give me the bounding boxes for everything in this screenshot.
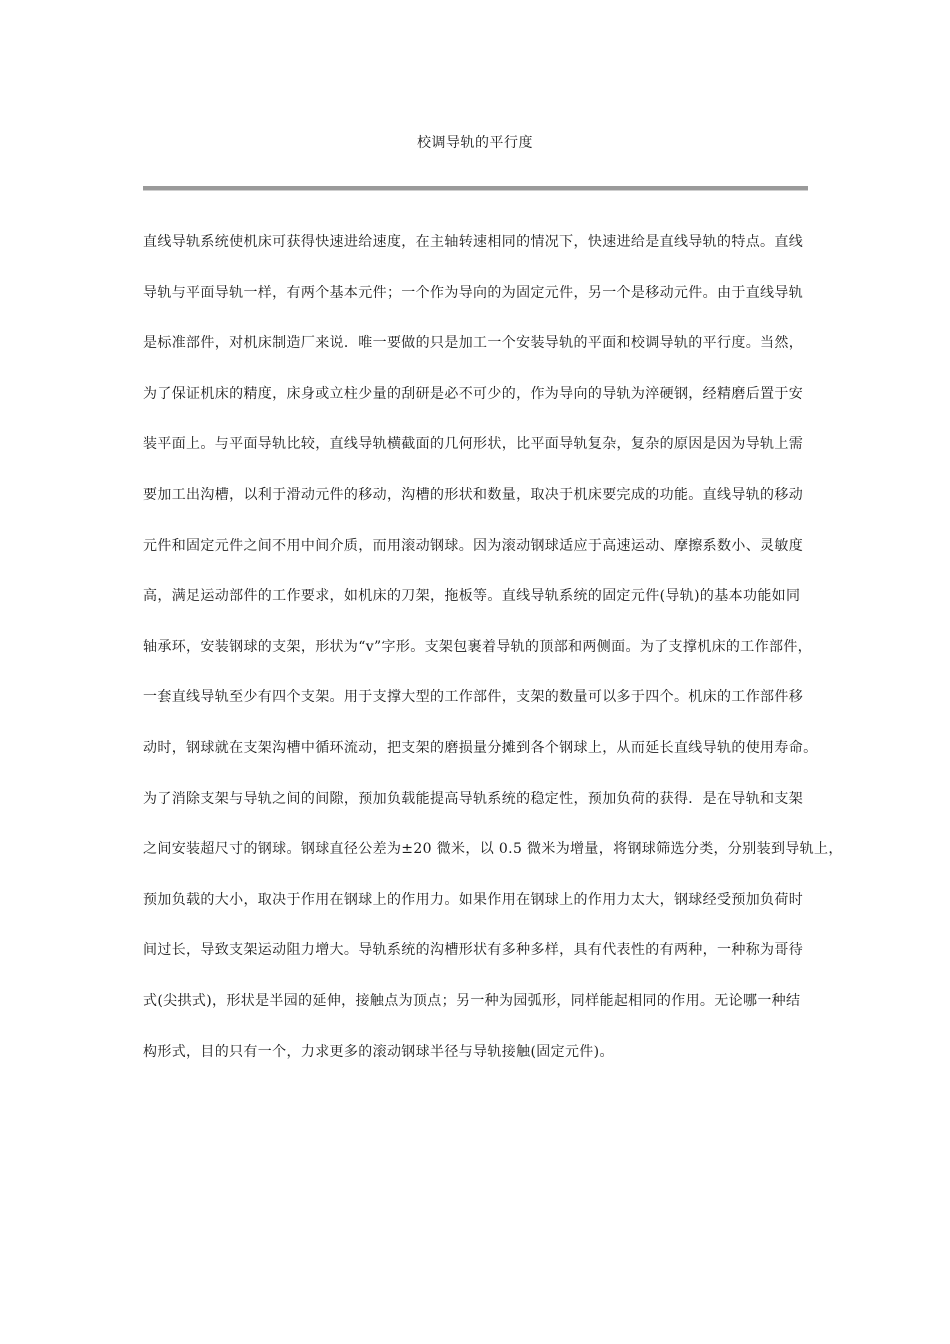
body-line: 间过长，导致支架运动阻力增大。导轨系统的沟槽形状有多种多样，具有代表性的有两种，一种称为哥待 [143,942,804,959]
body-line: 一套直线导轨至少有四个支架。用于支撑大型的工作部件，支架的数量可以多于四个。机床的工作部件移 [143,689,804,706]
body-line: 元件和固定元件之间不用中间介质，而用滚动钢球。因为滚动钢球适应于高速运动、摩擦系数小、灵敏度 [143,537,804,554]
body-line: 装平面上。与平面导轨比较，直线导轨横截面的几何形状，比平面导轨复杂，复杂的原因是因为导轨上需 [143,436,804,453]
title-divider [143,186,808,191]
body-text [143,232,843,1092]
document-title: 校调导轨的平行度 [417,135,533,151]
body-line: 是标准部件，对机床制造厂来说．唯一要做的只是加工一个安装导轨的平面和校调导轨的平行度。当然， [143,335,804,352]
body-line: 式(尖拱式)，形状是半园的延伸，接触点为顶点；另一种为园弧形，同样能起相同的作用。无论哪一种结 [143,992,801,1009]
body-line: 高，满足运动部件的工作要求，如机床的刀架，拖板等。直线导轨系统的固定元件(导轨)的基本功能如同 [143,588,801,605]
body-line: 要加工出沟槽，以利于滑动元件的移动，沟槽的形状和数量，取决于机床要完成的功能。直线导轨的移动 [143,486,804,503]
body-line: 直线导轨系统使机床可获得快速进给速度，在主轴转速相同的情况下，快速进给是直线导轨的特点。直线 [143,234,804,250]
body-line: 构形式，目的只有一个，力求更多的滚动钢球半径与导轨接触(固定元件)。 [143,1043,614,1060]
body-line: 动时，钢球就在支架沟槽中循环流动，把支架的磨损量分摊到各个钢球上，从而延长直线导轨的使用寿命。 [143,739,818,756]
body-line: 之间安装超尺寸的钢球。钢球直径公差为±20 微米，以 0.5 微米为增量，将钢球筛选分类，分别装到导轨上， [143,841,843,858]
body-line: 为了消除支架与导轨之间的间隙，预加负载能提高导轨系统的稳定性，预加负荷的获得．是在导轨和支架 [143,790,804,807]
body-line: 导轨与平面导轨一样，有两个基本元件；一个作为导向的为固定元件，另一个是移动元件。由于直线导轨 [143,284,804,301]
body-line: 预加负载的大小，取决于作用在钢球上的作用力。如果作用在钢球上的作用力太大，钢球经受预加负荷时 [143,891,804,908]
body-line: 轴承环，安装钢球的支架，形状为“v”字形。支架包裹着导轨的顶部和两侧面。为了支撑机床的工作部件， [143,638,813,655]
body-line: 为了保证机床的精度，床身或立柱少量的刮研是必不可少的，作为导向的导轨为淬硬钢，经精磨后置于安 [143,385,804,402]
